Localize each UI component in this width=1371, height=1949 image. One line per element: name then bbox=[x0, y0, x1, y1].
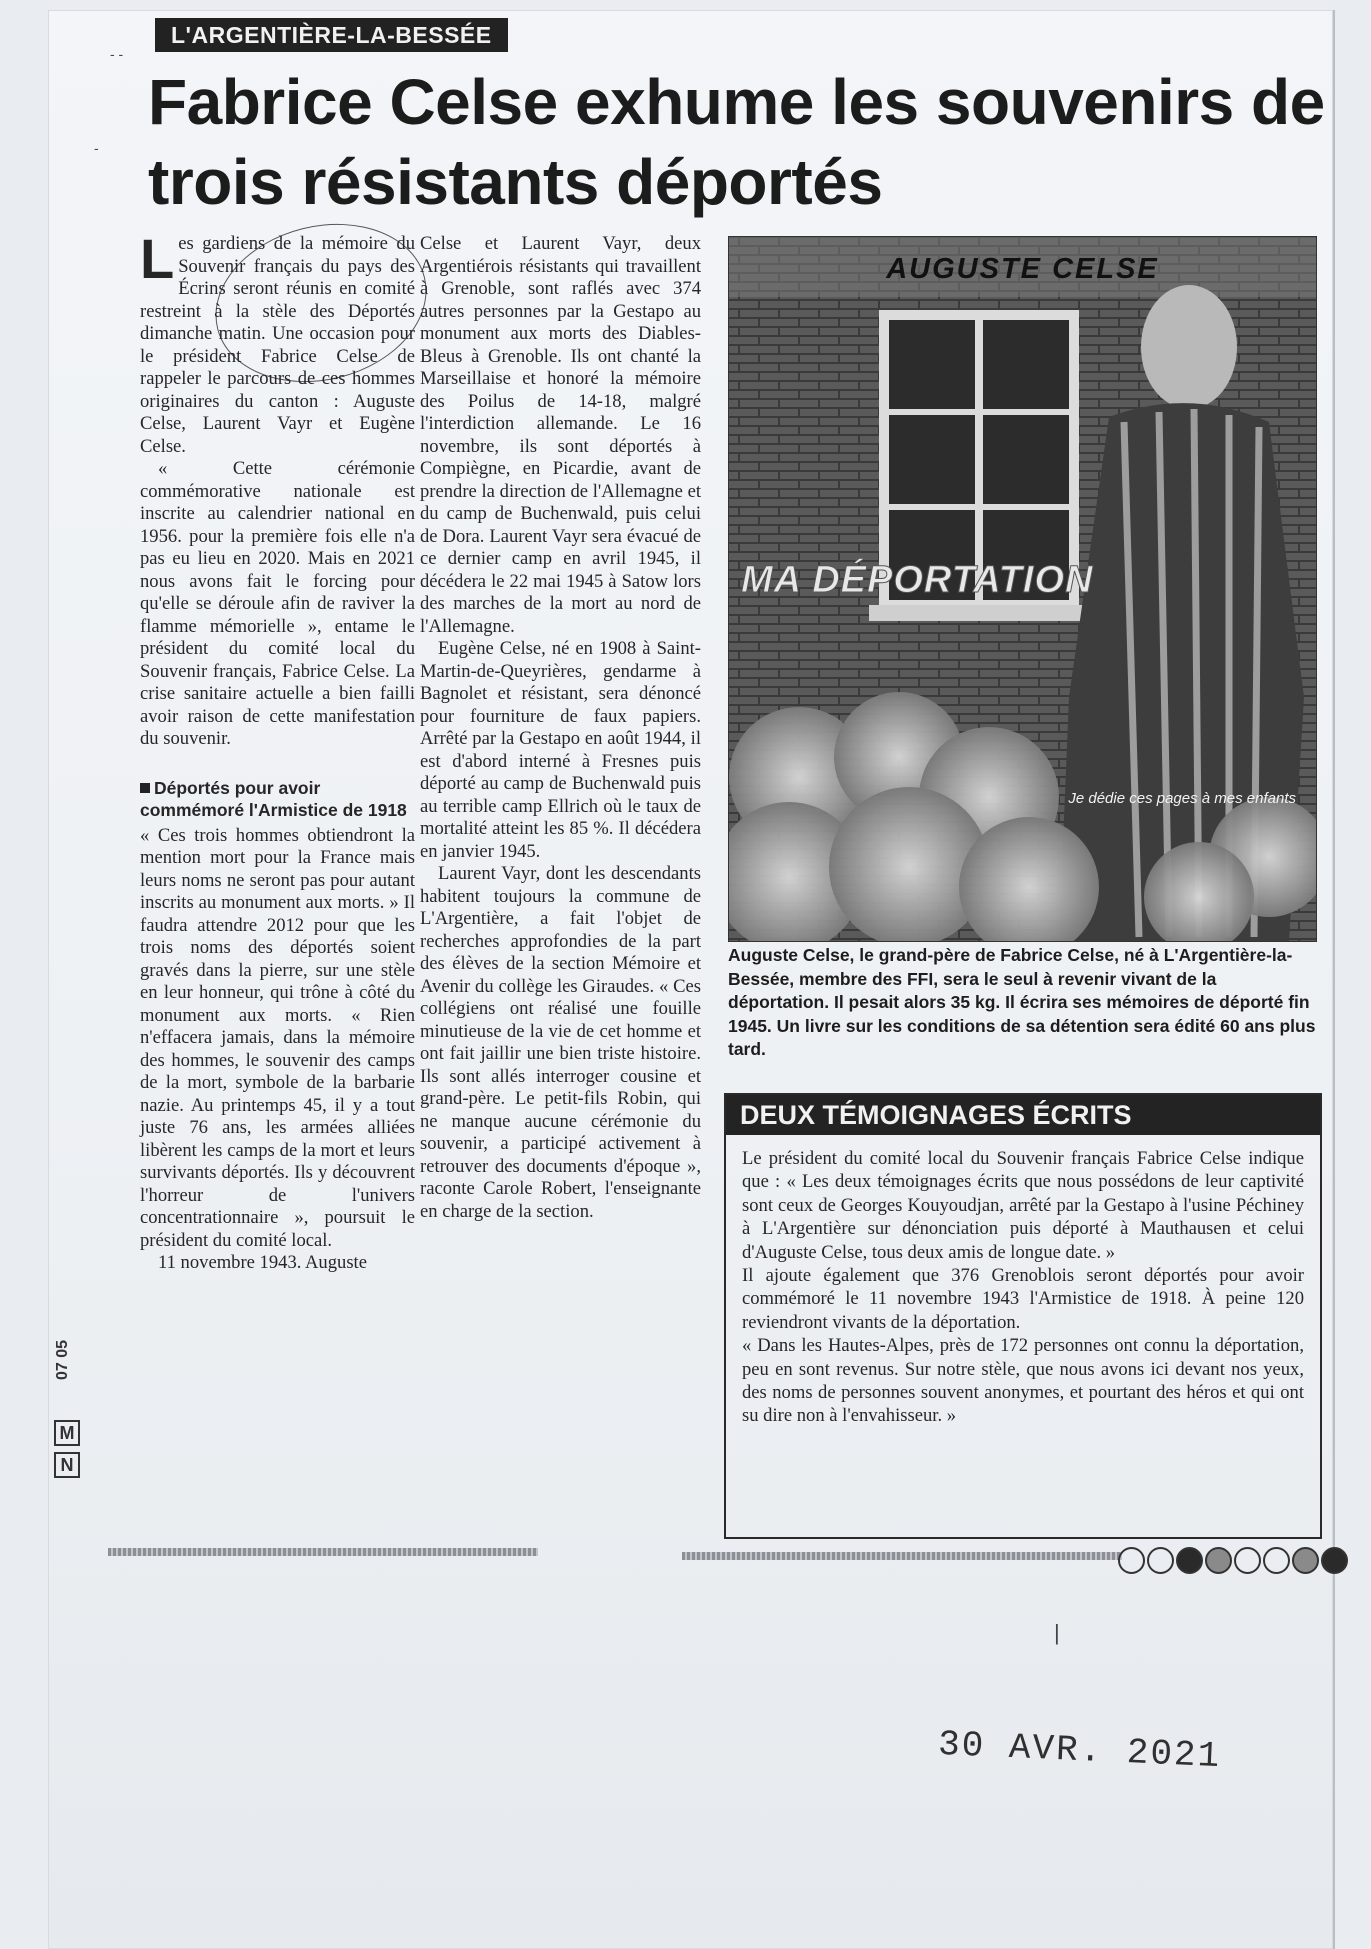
paragraph: « Ces trois hommes obtiendront la mention mort pour la France mais leurs noms ne seront pas pour autant inscrits au monument aux morts. » Il faudra attendre 2012 pour que les trois noms des déportés soient gravés dans la pierre, sur une stèle en leur honneur, qui trône à côté du monument aux morts. « Rien n'effacera jamais, dans la mémoire des hommes, le souvenir des camps de la mort, symbole de la barbarie nazie. Au printemps 45, il y a tout juste 76 ans, les armées alliées libèrent les camps de la mort et leurs survivants déportés. Ils y découvrent l'horreur de l'univers concentrationnaire », poursuit le président du comité local. bbox=[140, 824, 415, 1251]
sidebar-box-title: DEUX TÉMOIGNAGES ÉCRITS bbox=[726, 1095, 1320, 1135]
circle-icon bbox=[1176, 1547, 1203, 1574]
circle-icon bbox=[1234, 1547, 1261, 1574]
subheading-text: Déportés pour avoir commémoré l'Armistice de 1918 bbox=[140, 777, 407, 820]
paragraph: 11 novembre 1943. Auguste bbox=[158, 1252, 367, 1273]
date-stamp: 30 AVR. 2021 bbox=[937, 1723, 1223, 1778]
margin-tick-mark: - - bbox=[110, 46, 124, 62]
margin-tick-mark: | bbox=[1054, 1620, 1060, 1645]
article-column-2 bbox=[420, 233, 701, 1223]
paragraph: Celse et Laurent Vayr, deux Argentiérois résistants qui travaillent à Grenoble, sont raflés avec 374 autres personnes par la Gestapo au monument aux morts des Diables-Bleus à Grenoble. Ils ont chanté la Marseillaise et honoré la mémoire des Poilus de 14-18, malgré l'interdiction allemande. Le 16 novembre, ils sont déportés à Compiègne, en Picardie, avant de prendre la direction de l'Allemagne et du camp de Buchenwald, puis celui de Dora. Laurent Vayr sera évacué de ce dernier camp en avril 1945, il décédera le 22 mai 1945 à Satow lors des marches de la mort au nord de l'Allemagne. bbox=[420, 233, 701, 637]
margin-tick-mark: - bbox=[94, 140, 99, 156]
edition-code: 07 05 bbox=[54, 1339, 71, 1380]
bottom-rule-right bbox=[682, 1552, 1122, 1560]
book-dedication: Je dédie ces pages à mes enfants bbox=[1068, 790, 1296, 807]
circle-icon bbox=[1118, 1547, 1145, 1574]
circle-icon bbox=[1321, 1547, 1348, 1574]
margin-letter-n: N bbox=[54, 1452, 80, 1478]
photo-caption: Auguste Celse, le grand-père de Fabrice Celse, né à L'Argentière-la-Bessée, membre des FFI, sera le seul à revenir vivant de la déportation. Il pesait alors 35 kg. Il écrira ses mémoires de déporté fin 1945. Un livre sur les conditions de sa détention sera édité 60 ans plus tard. bbox=[728, 945, 1316, 1059]
headline: Fabrice Celse exhume les souvenirs de trois résistants déportés bbox=[148, 66, 1325, 218]
book-subtitle: MA DÉPORTATION bbox=[741, 559, 1094, 601]
decorative-dot-row bbox=[1118, 1547, 1348, 1577]
article-column-1 bbox=[140, 227, 415, 1275]
paragraph: Laurent Vayr, dont les descendants habitent toujours la commune de L'Argentière, a fait l'objet de recherches approfondies de la part des élèves de la section Mémoire et Avenir du collège les Giraudes. « Ces collégiens ont réalisé une fouille minutieuse de la vie de cet homme et ont fait jaillir une bien triste histoire. Ils sont allés interroger cousine et grand-père. Le petit-fils Robin, qui ne manque aucune cérémonie du souvenir, a participé activement à retrouver des documents d'époque », raconte Carole Robert, l'enseignante en charge de la section. bbox=[420, 863, 701, 1222]
subheading bbox=[140, 777, 415, 821]
bottom-rule-left bbox=[108, 1548, 538, 1556]
sidebar-box-body bbox=[742, 1147, 1304, 1428]
margin-letter-m: M bbox=[54, 1420, 80, 1446]
square-bullet-icon bbox=[140, 783, 150, 793]
paragraph: Eugène Celse, né en 1908 à Saint-Martin-de-Queyrières, gendarme à Bagnolet et résistant, sera dénoncé pour fourniture de faux papiers. Arrêté par la Gestapo en août 1944, il est d'abord interné à Fresnes puis déporté au camp de Buchenwald puis au terrible camp Ellrich où le taux de mortalité atteint les 85 %. Il décédera en janvier 1945. bbox=[420, 638, 701, 862]
drop-cap: L bbox=[140, 227, 175, 290]
paragraph: « Dans les Hautes-Alpes, près de 172 personnes ont connu la déportation, peu en sont revenus. Sur notre stèle, que nous avons ici devant nos yeux, des noms de personnes souvent anonymes, et pourtant des héros et qui ont su dire non à l'envahisseur. » bbox=[742, 1335, 1304, 1427]
book-cover-photo bbox=[728, 236, 1317, 942]
circle-icon bbox=[1292, 1547, 1319, 1574]
sidebar-box bbox=[724, 1093, 1322, 1539]
margin-edition-marks bbox=[54, 1320, 80, 1478]
circle-icon bbox=[1147, 1547, 1174, 1574]
paragraph: es gardiens de la mémoire du Souvenir français du pays des Écrins seront réunis en comité restreint à la stèle des Déportés dimanche matin. Une occasion pour le président Fabrice Celse de rappeler le parcours de ces hommes originaires du canton : Auguste Celse, Laurent Vayr et Eugène Celse. bbox=[140, 233, 415, 457]
book-title: AUGUSTE CELSE bbox=[886, 253, 1159, 285]
circle-icon bbox=[1205, 1547, 1232, 1574]
paragraph: Le président du comité local du Souvenir français Fabrice Celse indique que : « Les deux témoignages écrits que nous possédons de leur captivité sont ceux de Georges Kouyoudjan, arrêté par la Gestapo à l'usine Péchiney à L'Argentière sur dénonciation puis déporté à Mauthausen et celui d'Auguste Celse, tous deux amis de longue date. » bbox=[742, 1148, 1304, 1263]
paragraph: Il ajoute également que 376 Grenoblois seront déportés pour avoir commémoré le 11 novembre 1943 l'Armistice de 1918. À peine 120 reviendront vivants de la déportation. bbox=[742, 1265, 1304, 1333]
circle-icon bbox=[1263, 1547, 1290, 1574]
section-kicker: L'ARGENTIÈRE-LA-BESSÉE bbox=[155, 18, 508, 52]
paragraph: « Cette cérémonie commémorative nationale est inscrite au calendrier national en 1956. pour la première fois elle n'a pas eu lieu en 2020. Mais en 2021 nous avons fait le forcing pour qu'elle se déroule afin de raviver la flamme mémorielle », entame le président du comité local du Souvenir français, Fabrice Celse. La crise sanitaire actuelle a bien failli avoir raison de cette manifestation du souvenir. bbox=[140, 458, 415, 749]
